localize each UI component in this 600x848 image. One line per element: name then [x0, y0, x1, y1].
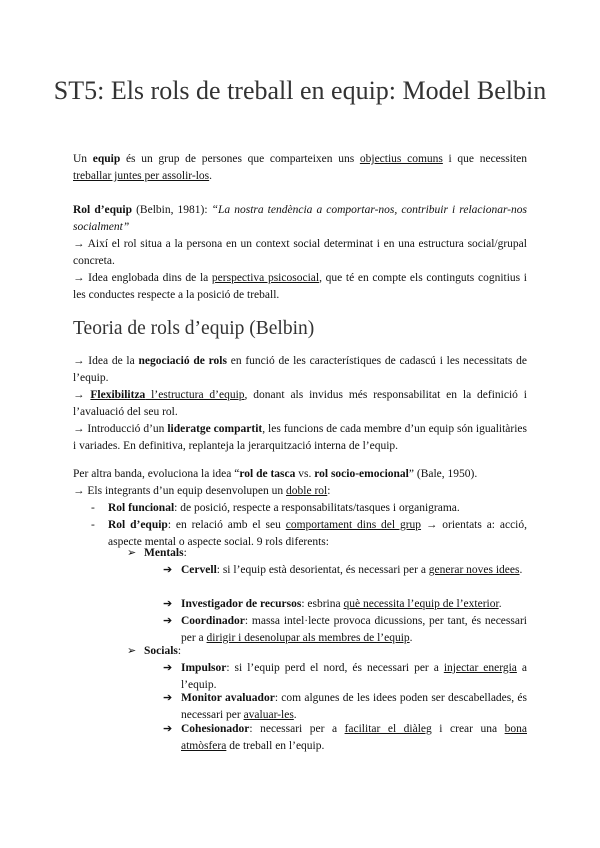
arrow-bullet-icon: ➔ — [163, 662, 173, 674]
arrow-bullet-icon: ➔ — [163, 615, 173, 627]
arrowhead-bullet-icon: ➢ — [127, 547, 137, 559]
page-title: ST5: Els rols de treball en equip: Model Belbin — [53, 76, 547, 105]
arrow-bullet-icon: ➔ — [163, 692, 173, 704]
evolution-line-2: → Els integrants d’un equip desenvolupen un doble rol: — [73, 485, 331, 497]
theory-point-2: → Flexibilitza l’estructura d’equip, donant als invidus més responsabilitat en la definició i l’avaluació del seu rol. — [73, 389, 527, 418]
role-monitor: Monitor avaluador: com algunes de les idees poden ser descabellades, és necessari per avaluar-les. — [181, 692, 527, 721]
evolution-line-1: Per altra banda, evoluciona la idea “rol de tasca vs. rol socio-emocional” (Bale, 1950). — [73, 468, 478, 480]
section-heading: Teoria de rols d’equip (Belbin) — [73, 318, 315, 339]
arrow-bullet-icon: ➔ — [163, 723, 173, 735]
role-coordinador: Coordinador: massa intel·lecte provoca dicussions, per tant, és necessari per a dirigir i desenolupar als membres de l’equip. — [181, 615, 527, 644]
arrow-bullet-icon: ➔ — [163, 564, 173, 576]
dash-bullet: - — [91, 519, 95, 531]
group-mentals: Mentals: — [144, 547, 187, 559]
group-socials: Socials: — [144, 645, 182, 657]
role-investigador: Investigador de recursos: esbrina què necessita l’equip de l’exterior. — [181, 598, 502, 610]
rol-funcional-item: Rol funcional: de posició, respecte a responsabilitats/tasques i organigrama. — [108, 502, 460, 514]
theory-point-3: → Introducció d’un lideratge compartit, les funcions de cada membre d’un equip són igualitàries i variades. En definitiva, replanteja la jerarquització interna de l’equip. — [73, 423, 528, 452]
rol-line-3: → Idea englobada dins de la perspectiva psicosocial, que té en compte els continguts cognitius i les conductes respecte a la posició de treball. — [73, 272, 527, 301]
arrow-bullet-icon: ➔ — [163, 598, 173, 610]
intro-paragraph: Un equip és un grup de persones que comparteixen uns objectius comuns i que necessiten treballar juntes per assolir-los. — [73, 153, 527, 182]
role-cervell: Cervell: si l’equip està desorientat, és necessari per a generar noves idees. — [181, 564, 523, 576]
rol-line-2: → Així el rol situa a la persona en un context social determinat i en una estructura social/grupal concreta. — [73, 238, 527, 267]
term-equip: equip — [92, 153, 121, 165]
arrowhead-bullet-icon: ➢ — [127, 645, 137, 657]
rol-definition: Rol d’equip (Belbin, 1981): “La nostra tendència a comportar-nos, contribuir i relacionar-nos socialment” — [73, 204, 527, 233]
role-cohesionador: Cohesionador: necessari per a facilitar el diàleg i crear una bona atmòsfera de treball en l’equip. — [181, 723, 527, 752]
theory-point-1: → Idea de la negociació de rols en funció de les característiques de cadascú i les necessitats de l’equip. — [73, 355, 527, 384]
dash-bullet: - — [91, 502, 95, 514]
rol-equip-item: Rol d’equip: en relació amb el seu comportament dins del grup → orientats a: acció, aspecte mental o aspecte social. 9 rols diferents: — [108, 519, 527, 548]
role-impulsor: Impulsor: si l’equip perd el nord, és necessari per a injectar energia a l’equip. — [181, 662, 528, 691]
